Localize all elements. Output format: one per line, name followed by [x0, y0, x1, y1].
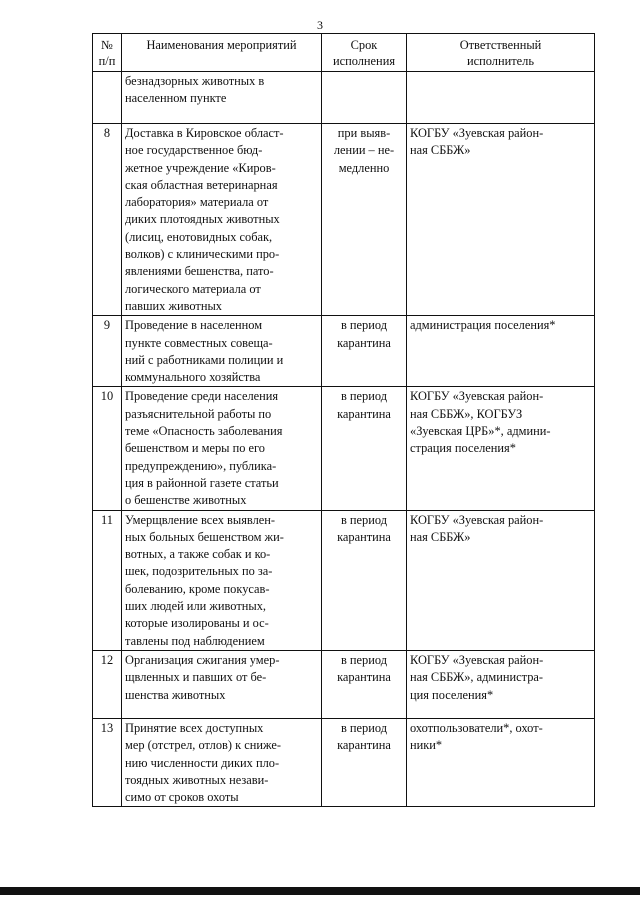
- row-number: 13: [93, 718, 122, 806]
- row-number: 10: [93, 387, 122, 510]
- row-responsible: КОГБУ «Зуевская район- ная СББЖ»: [407, 510, 595, 650]
- table-row: [93, 124, 595, 316]
- row-measure: Принятие всех доступных мер (отстрел, отлов) к сниже- нию численности диких пло- тоядных животных незави- симо от сроков охоты: [122, 718, 322, 806]
- row-responsible: КОГБУ «Зуевская район- ная СББЖ»: [407, 124, 595, 316]
- page-number: 3: [317, 18, 323, 32]
- table-header-row: [93, 34, 595, 72]
- measures-table: [92, 33, 595, 807]
- row-measure: Умерщвление всех выявлен- ных больных бешенством жи- вотных, а также собак и ко- шек, подозрительных по за- болеванию, кроме покусав- ших людей или животных, которые изолированы и ос- тавлены под наблюдением: [122, 510, 322, 650]
- row-measure: Проведение среди населения разъяснительной работы по теме «Опасность заболевания бешенством и меры по его предупреждению», публика- ция в районной газете статьи о бешенстве животных: [122, 387, 322, 510]
- row-measure: безнадзорных животных в населенном пункте: [122, 72, 322, 124]
- row-term: в период карантина: [322, 387, 407, 510]
- header-term: Срок исполнения: [322, 34, 407, 72]
- row-term: в период карантина: [322, 650, 407, 718]
- header-number: № п/п: [93, 34, 122, 72]
- row-responsible: КОГБУ «Зуевская район- ная СББЖ», КОГБУЗ «Зуевская ЦРБ»*, админи- страция поселения*: [407, 387, 595, 510]
- row-measure: Проведение в населенном пункте совместных совеща- ний с работниками полиции и коммунального хозяйства: [122, 316, 322, 387]
- row-responsible: [407, 72, 595, 124]
- scan-edge-bar: [0, 887, 640, 895]
- row-responsible: КОГБУ «Зуевская район- ная СББЖ», администра- ция поселения*: [407, 650, 595, 718]
- row-term: при выяв- лении – не- медленно: [322, 124, 407, 316]
- table-row: [93, 718, 595, 806]
- row-number: 11: [93, 510, 122, 650]
- row-term: в период карантина: [322, 510, 407, 650]
- row-measure: Организация сжигания умер- щвленных и павших от бе- шенства животных: [122, 650, 322, 718]
- row-number: 12: [93, 650, 122, 718]
- row-number: [93, 72, 122, 124]
- row-number: 8: [93, 124, 122, 316]
- table-row: [93, 72, 595, 124]
- row-term: в период карантина: [322, 316, 407, 387]
- table-row: [93, 387, 595, 510]
- row-responsible: охотпользователи*, охот- ники*: [407, 718, 595, 806]
- header-measure-name: Наименования мероприятий: [122, 34, 322, 72]
- row-term: [322, 72, 407, 124]
- table-row: [93, 650, 595, 718]
- row-number: 9: [93, 316, 122, 387]
- row-term: в период карантина: [322, 718, 407, 806]
- header-responsible: Ответственный исполнитель: [407, 34, 595, 72]
- table-row: [93, 510, 595, 650]
- row-responsible: администрация поселения*: [407, 316, 595, 387]
- row-measure: Доставка в Кировское област- ное государственное бюд- жетное учреждение «Киров- ская областная ветеринарная лаборатория» материала от диких плотоядных животных (лисиц, енотовидных собак, волков) с клиническими про- явлениями бешенства, пато- логического материала от павших животных: [122, 124, 322, 316]
- table-row: [93, 316, 595, 387]
